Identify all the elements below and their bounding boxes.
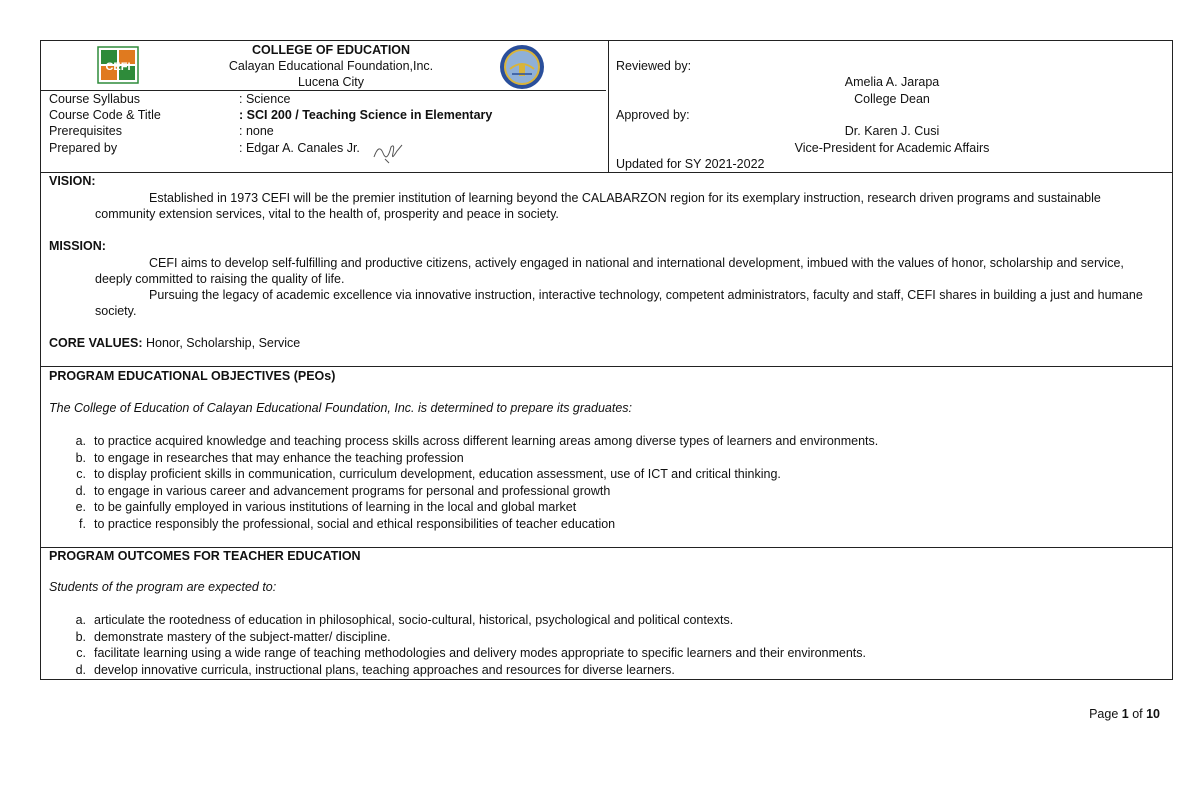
header-divider-left [41, 90, 606, 91]
list-marker: e. [75, 500, 86, 514]
syllabus-table [40, 40, 1173, 680]
list-marker: b. [75, 450, 86, 465]
list-item [49, 662, 1164, 679]
header-column-divider [608, 41, 609, 172]
approver-name: Dr. Karen J. Cusi [844, 124, 940, 138]
list-item [49, 466, 1164, 483]
list-text: to display proficient skills in communication, curriculum development, education assessment, use of ICT and critical thinking. [94, 467, 781, 481]
list-item [49, 629, 1164, 646]
cefi-logo [97, 46, 139, 84]
page-current: 1 [1121, 707, 1129, 721]
list-marker: b. [75, 629, 86, 644]
outcomes-list [49, 612, 1164, 678]
list-item [49, 483, 1164, 500]
institution-city: Lucena City [297, 75, 364, 89]
peo-list [49, 433, 1164, 532]
list-item [49, 433, 1164, 450]
page-number [1000, 707, 1160, 721]
logo-lettering: CEFI [105, 61, 131, 73]
college-seal [499, 44, 545, 90]
list-marker: a. [75, 613, 86, 627]
outcomes-intro: Students of the program are expected to: [49, 580, 277, 594]
list-text: demonstrate mastery of the subject-matter/ discipline. [94, 629, 391, 644]
list-item [49, 612, 1164, 629]
mission-paragraph-2: Pursuing the legacy of academic excellence via innovative instruction, interactive technology, competent administrators, faculty and staff, CEFI shares in building a just and humane society. [95, 288, 1143, 318]
list-text: to engage in researches that may enhance the teaching profession [94, 450, 464, 465]
course-code-value: : SCI 200 / Teaching Science in Elementary [239, 108, 493, 122]
list-text: articulate the rootedness of education in philosophical, socio-cultural, historical, psychological and political contexts. [94, 613, 734, 627]
updated-sy: Updated for SY 2021-2022 [616, 157, 765, 171]
reviewer-name: Amelia A. Jarapa [844, 75, 940, 89]
page-word: Page [1089, 707, 1122, 721]
list-marker: c. [76, 646, 86, 660]
core-values [49, 336, 300, 351]
approver-title: Vice-President for Academic Affairs [794, 141, 990, 155]
list-text: develop innovative curricula, instructional plans, teaching approaches and resources for diverse learners. [94, 662, 675, 677]
list-item [49, 516, 1164, 533]
list-text: to practice responsibly the professional, social and ethical responsibilities of teacher education [94, 516, 616, 531]
list-text: to be gainfully employed in various institutions of learning in the local and global market [94, 500, 577, 514]
mission-label: MISSION: [49, 239, 106, 253]
header-bottom-rule [41, 172, 1172, 173]
list-marker: d. [75, 483, 86, 498]
reviewer-title: College Dean [854, 92, 930, 106]
preparer-signature [371, 139, 405, 165]
course-code-label: Course Code & Title [49, 108, 161, 122]
prerequisites-value: : none [239, 124, 274, 138]
college-name: COLLEGE OF EDUCATION [251, 43, 411, 57]
prerequisites-label: Prerequisites [49, 124, 122, 138]
vision-text: Established in 1973 CEFI will be the premier institution of learning beyond the CALABARZON region for its exemplary instruction, research driven programs and sustainable community extension services, vital to the health of, prosperity and peace in society. [95, 191, 1101, 221]
list-item [49, 499, 1164, 516]
list-text: to practice acquired knowledge and teaching process skills across different learning areas among diverse types of learners and environments. [94, 434, 879, 448]
list-marker: f. [79, 516, 86, 531]
list-marker: a. [75, 434, 86, 448]
peo-heading: PROGRAM EDUCATIONAL OBJECTIVES (PEOs) [49, 369, 336, 383]
course-syllabus-value: : Science [239, 92, 291, 106]
list-text: facilitate learning using a wide range of teaching methodologies and delivery modes appropriate to specific learners and their environments. [94, 646, 866, 660]
list-item [49, 645, 1164, 662]
reviewed-by-label: Reviewed by: [616, 59, 692, 73]
list-marker: c. [76, 467, 86, 481]
approved-by-label: Approved by: [616, 108, 690, 122]
outcomes-heading: PROGRAM OUTCOMES FOR TEACHER EDUCATION [49, 549, 361, 563]
peo-intro: The College of Education of Calayan Educational Foundation, Inc. is determined to prepare its graduates: [49, 401, 632, 415]
peo-bottom-rule [41, 547, 1172, 548]
page-total: 10 [1146, 707, 1160, 721]
vision-label: VISION: [49, 174, 96, 188]
page-of-word: of [1128, 707, 1147, 721]
list-marker: d. [75, 662, 86, 677]
core-values-text: Honor, Scholarship, Service [142, 336, 301, 350]
vision-mission-bottom-rule [41, 366, 1172, 367]
list-text: to engage in various career and advancement programs for personal and professional growth [94, 483, 611, 498]
course-syllabus-label: Course Syllabus [49, 92, 141, 106]
mission-paragraph-1: CEFI aims to develop self-fulfilling and productive citizens, actively engaged in national and international development, imbued with the values of honor, scholarship and service, deeply committed to raising the quality of life. [95, 256, 1124, 286]
institution-name: Calayan Educational Foundation,Inc. [228, 59, 434, 73]
prepared-by-label: Prepared by [49, 141, 118, 155]
list-item [49, 450, 1164, 467]
core-values-label: CORE VALUES: [49, 336, 143, 350]
prepared-by-value: : Edgar A. Canales Jr. [239, 141, 360, 155]
